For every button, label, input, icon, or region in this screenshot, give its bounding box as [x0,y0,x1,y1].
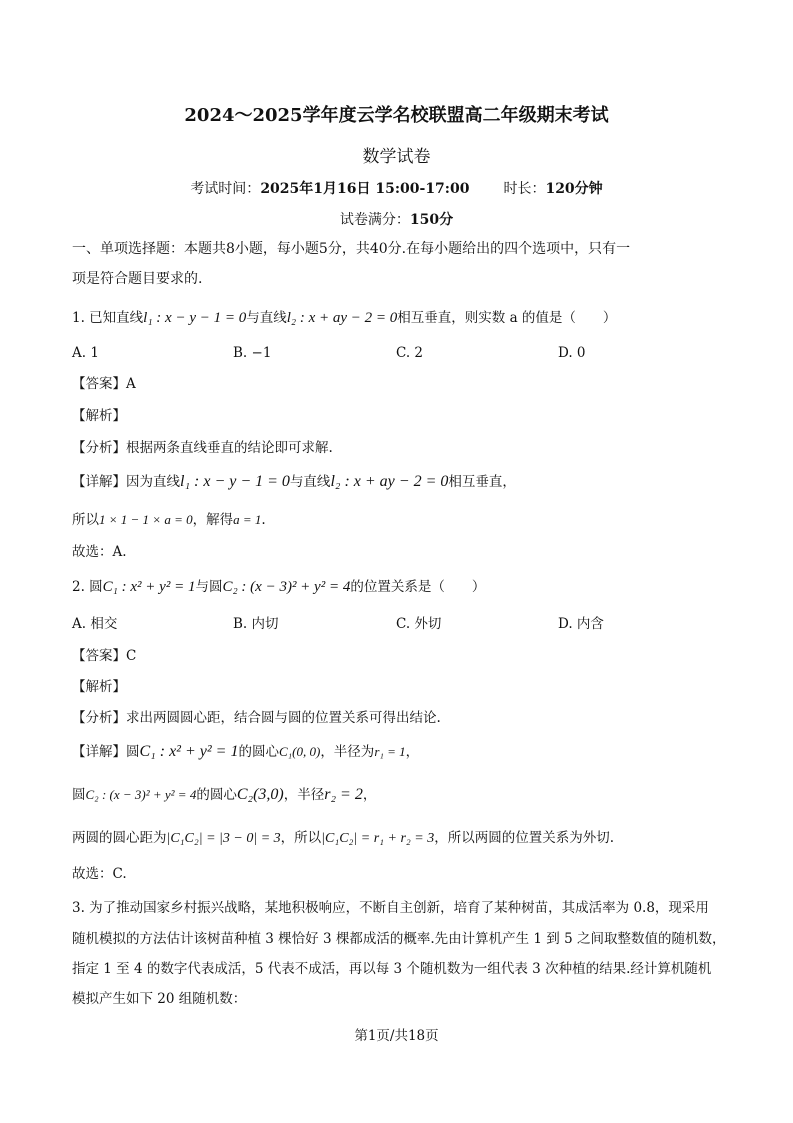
q1-analysis-tag: 【解析】 [72,408,126,424]
q2-circle-c2: C₂ : (x − 3)² + y² = 4 [222,579,351,595]
q2-option-a: A. 相交 [72,616,118,632]
exam-duration-label: 时长： [503,181,546,197]
q2-line2-end: ， [362,787,377,803]
q1-option-b: B. −1 [233,345,272,361]
q2-detail-center1: C₁(0, 0) [278,744,321,759]
q2-line2-c2: C₂ : (x − 3)² + y² = 4 [85,787,197,802]
q2-detail-c1: C₁ : x² + y² = 1 [139,743,239,760]
q2-detail-center1-label: 的圆心 [238,744,279,760]
q2-option-c: C. 外切 [396,616,442,632]
q1-choice: 故选：A. [72,544,127,560]
q1-detail-mid: 与直线 [289,474,331,490]
q1-calc-expr: 1 × 1 − 1 × a = 0 [99,512,193,527]
exam-subtitle: 数学试卷 [362,147,431,167]
q2-choice: 故选：C. [72,866,127,882]
q1-detail [72,472,516,492]
q3-line1: 3. 为了推动国家乡村振兴战略，某地积极响应，不断自主创新，培育了某种树苗，其成活率为 0.8，现采用 [72,900,709,916]
q2-circle-c1: C₁ : x² + y² = 1 [102,579,196,595]
q1-option-d: D. 0 [558,345,586,361]
q1-calc [72,510,266,530]
q2-option-b: B. 内切 [233,616,279,632]
q1-line-l2: l₂ : x + ay − 2 = 0 [286,310,398,326]
q1-mid: 与直线 [246,310,287,326]
section-heading-line1: 一、单项选择题：本题共8小题，每小题5分，共40分.在每小题给出的四个选项中，只有一 [72,241,631,257]
q2-line2-prefix: 圆 [72,787,86,803]
exam-score-line [0,209,793,229]
q2-line3-prefix: 两圆的圆心距为 [72,830,167,846]
q2-line3-suffix: ，所以两圆的位置关系为外切. [434,830,615,846]
q1-calc-suffix: . [261,512,266,528]
q1-answer: 【答案】A [72,376,136,392]
q2-mid: 与圆 [195,579,223,595]
q1-calc-result: a = 1 [233,512,262,527]
q1-detail-l2: l₂ : x + ay − 2 = 0 [330,473,449,490]
q1-stem [72,308,616,328]
q3-line2: 随机模拟的方法估计该树苗种植 3 棵恰好 3 棵都成活的概率.先由计算机产生 1 到 5 之间取整数值的随机数， [72,931,726,947]
q2-stem [72,577,485,597]
exam-score-value: 150分 [409,212,454,228]
q2-analysis: 【分析】求出两圆圆心距，结合圆与圆的位置关系可得出结论. [72,710,441,726]
q2-detail-end1: ， [405,744,420,760]
q1-detail-prefix: 【详解】因为直线 [72,474,180,490]
q1-option-c: C. 2 [396,345,424,361]
exam-title: 2024～2025学年度云学名校联盟高二年级期末考试 [184,105,609,126]
q1-detail-suffix: 相互垂直， [448,474,516,490]
q2-suffix: 的位置关系是（ ） [350,579,486,595]
q2-detail-prefix: 【详解】圆 [72,744,140,760]
q2-line3-dist: |C₁C₂| = |3 − 0| = 3 [166,831,281,846]
q2-line2-radius-label: ，半径 [283,787,325,803]
exam-time-line [0,178,793,198]
q1-prefix: 1. 已知直线 [72,310,144,326]
q2-analysis-tag: 【解析】 [72,679,126,695]
q1-analysis: 【分析】根据两条直线垂直的结论即可求解. [72,440,333,456]
exam-score-label: 试卷满分： [339,212,410,228]
q2-line2-center-label: 的圆心 [196,787,237,803]
q2-option-d: D. 内含 [558,616,604,632]
q2-detail-line3 [72,828,614,849]
section-heading-line2: 项是符合题目要求的. [72,271,203,287]
q1-calc-prefix: 所以 [72,512,99,528]
exam-time-label: 考试时间： [190,181,261,197]
q2-detail-radius1-label: ，半径为 [320,744,375,760]
exam-time-value: 2025年1月16日 15:00-17:00 [260,181,470,197]
q2-line2-radius: r₂ = 2 [324,786,363,803]
q2-answer: 【答案】C [72,648,137,664]
q2-detail-line2 [72,785,376,805]
q3-line3: 指定 1 至 4 的数字代表成活，5 代表不成活，再以每 3 个随机数为一组代表 3 次种植的结果.经计算机随机 [72,961,712,977]
q1-suffix: 相互垂直，则实数 a 的值是（ ） [397,310,617,326]
q1-detail-l1: l₁ : x − y − 1 = 0 [180,473,290,490]
q2-line2-center: C₂(3,0) [236,786,284,803]
q1-line-l1: l₁ : x − y − 1 = 0 [143,310,247,326]
q3-line4: 模拟产生如下 20 组随机数： [72,991,247,1007]
q1-option-a: A. 1 [72,345,99,361]
q2-detail-radius1: r₁ = 1 [374,744,406,759]
q2-line3-sum: |C₁C₂| = r₁ + r₂ = 3 [321,831,435,846]
q2-line3-mid: ，所以 [280,830,322,846]
q2-detail-line1 [72,742,419,762]
q2-prefix: 2. 圆 [72,579,103,595]
page-footer: 第1页/共18页 [354,1028,439,1044]
q1-calc-mid: ，解得 [192,512,234,528]
exam-duration-value: 120分钟 [545,181,603,197]
